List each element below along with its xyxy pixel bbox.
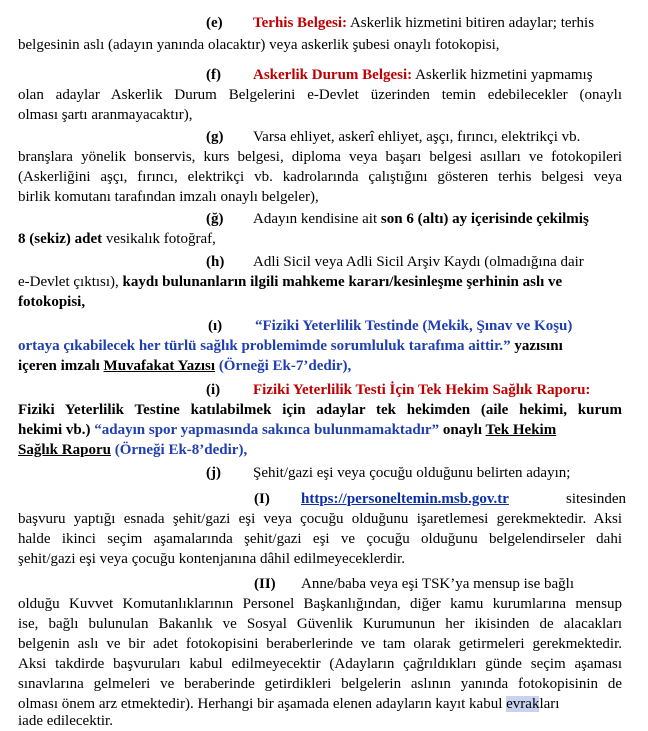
item-i-dotless-letter: (ı)	[208, 318, 223, 334]
sub-I-num: (I)	[254, 491, 270, 507]
item-f-line-3: olması şartı aranmayacaktır),	[18, 107, 193, 123]
item-g-letter: (g)	[206, 129, 224, 145]
saglik-raporu: Sağlık Raporu	[18, 442, 111, 458]
sub-I-line-2: başvuru yaptığı esnada şehit/gazi eşi veya çocuğu olduğunu işaretlemesi gerekmektedir. Aksi	[18, 511, 622, 527]
item-g-line-2: branşlara yönelik bonservis, kurs belgesi, diploma veya başarı belgesi asılları ve fotokopileri	[18, 149, 622, 165]
item-f-line-2: olan adaylar Askerlik Durum Belgelerini e-Devlet üzerinden temin edebilecekler (onaylı	[18, 87, 622, 103]
sub-II-line-5: Aksi takdirde başvuruları kabul edilmeyecektir (Adayların çağrıldıkları günde seçim aşaması	[18, 656, 622, 672]
highlighted-word: evrak	[506, 696, 540, 712]
tek-hekim: Tek Hekim	[485, 422, 557, 438]
item-f-title: Askerlik Durum Belgesi:	[253, 67, 413, 83]
item-i-line-2: Fiziki Yeterlilik Testine katılabilmek için adaylar tek hekimden (aile hekimi, kurum	[18, 402, 622, 418]
sub-II-line-2: olduğu Kuvvet Komutanlıklarının Personel Başkanlığından, diğer kamu kurumlarına mensup	[18, 596, 622, 612]
sub-I-line-4: şehit/gazi eşi veya çocuğu kontenjanına dâhil edilmeyeceklerdir.	[18, 551, 405, 567]
item-e-line-2: belgesinin aslı (adayın yanında olacaktır) veya askerlik şubesi onaylı fotokopisi,	[18, 37, 500, 53]
item-gg-letter: (ğ)	[206, 211, 224, 227]
muvafakat-yazisi: Muvafakat Yazısı	[103, 358, 216, 374]
item-h-letter: (h)	[206, 254, 225, 270]
item-gg-line-2: 8 (sekiz) adet vesikalık fotoğraf,	[18, 231, 216, 247]
item-g-line-4: birlik komutanı tarafından imzalı onaylı belgeler),	[18, 189, 319, 205]
item-i-line-4: Sağlık Raporu (Örneği Ek-8’dedir),	[18, 442, 248, 458]
item-h-line-2: e-Devlet çıktısı), kaydı bulunanların ilgili mahkeme kararı/kesinleşme şerhinin aslı ve	[18, 274, 563, 290]
item-i-title: Fiziki Yeterlilik Testi İçin Tek Hekim Sağlık Raporu:	[253, 382, 591, 398]
item-e-letter: (e)	[206, 15, 223, 31]
sub-I-line-3: halde ikinci seçim aşamalarında şehit/gazi eşi ve çocuğu olduğunu belgelendirseler dahi	[18, 531, 622, 547]
sub-II-line-8: iade edilecektir.	[18, 713, 113, 729]
item-i-dotless-line-2: ortaya çıkabilecek her türlü sağlık problemimde sorumluluk tarafıma aittir.” yazısını	[18, 338, 563, 354]
sub-II-line-3: ise, bağlı bulunulan Bakanlık ve Sosyal Güvenlik Kurumunun her ikisinden de alacakları	[18, 616, 622, 632]
personeltemin-link[interactable]: https://personeltemin.msb.gov.tr	[301, 491, 509, 507]
sub-II-line-4: belgenin aslı ve bir adet fotokopisini beraberlerinde ve tam olarak getirmeleri gerekmektedir.	[18, 636, 622, 652]
sub-II-line-6: sınavlarına gelmeleri ve beraberinde getirdikleri belgelerin aslının yanında fotokopisinin de	[18, 676, 622, 692]
item-f-letter: (f)	[206, 67, 221, 83]
item-j-letter: (j)	[206, 465, 221, 481]
sub-II-num: (II)	[254, 576, 276, 592]
document-page: (e) Terhis Belgesi: Askerlik hizmetini bitiren adaylar; terhis belgesinin aslı (adayın yanında olacaktır) veya askerlik şubesi onaylı fotokopisi, (f) Askerlik Durum Belgesi: Askerlik hizmetini yapmamış olan adaylar Askerlik Durum Belgelerini e-Devlet üzerinden temin edebilecekler (onaylı olması şartı aranmayacaktır), (g) Varsa ehliyet, askerî ehliyet, aşçı, fırıncı, elektrikçi vb. branşlara yönelik bonservis, kurs belgesi, diploma veya başarı belgesi asılları ve fotokopileri (Askerliğini aşçı, fırıncı, elektrikçi vb. kadrolarında çalıştığını gösteren terhis belgesi veya birlik komutanı tarafından imzalı onaylı belgeler), (ğ) Adayın kendisine ait son 6 (altı) ay içerisinde çekilmiş 8 (sekiz) adet vesikalık fotoğraf, (h) Adli Sicil veya Adli Sicil Arşiv Kaydı (olmadığına dair e-Devlet çıktısı), kaydı bulunanların ilgili mahkeme kararı/kesinleşme şerhinin aslı ve fotokopisi, (ı) “Fiziki Yeterlilik Testinde (Mekik, Şınav ve Koşu) ortaya çıkabilecek her türlü sağlık problemimde sorumluluk tarafıma aittir.” yazısını içeren imzalı Muvafakat Yazısı (Örneği Ek-7’dedir), (i) Fiziki Yeterlilik Testi İçin Tek Hekim Sağlık Raporu: Fiziki Yeterlilik Testine katılabilmek için adaylar tek hekimden (aile hekimi, kurum hekimi vb.) “adayın spor yapmasında sakınca bulunmamaktadır” onaylı Tek Hekim Sağlık Raporu (Örneği Ek-8’dedir), (j) Şehit/gazi eşi veya çocuğu olduğunu belirten adayın; (I) https://personeltemin.msb.gov.tr sitesinden başvuru yaptığı esnada şehit/gazi eşi veya çocuğu olduğunu işaretlemesi gerekmektedir. Aksi halde ikinci seçim aşamalarında şehit/gazi eşi ve çocuğu olduğunu belgelendirseler dahi şehit/gazi eşi veya çocuğu kontenjanına dâhil edilmeyeceklerdir. (II) Anne/baba veya eşi TSK’ya mensup ise bağlı olduğu Kuvvet Komutanlıklarının Personel Başkanlığından, diğer kamu kurumlarına mensup ise, bağlı bulunulan Bakanlık ve Sosyal Güvenlik Kurumunun her ikisinden de alacakları belgenin aslı ve bir adet fotokopisini beraberlerinde ve tam olarak getirmeleri gerekmektedir. Aksi takdirde başvuruları kabul edilmeyecektir (Adayların çağrıldıkları günde seçim aşaması sınavlarına gelmeleri ve beraberinde getirdikleri belgelerin aslının yanında fotokopisinin de olması önem arz etmektedir). Herhangi bir aşamada elenen adayların kayıt kabul evrakları iade edilecektir.	[18, 15, 626, 729]
item-i-dotless-line-3: içeren imzalı Muvafakat Yazısı (Örneği Ek-7’dedir),	[18, 358, 352, 374]
sub-II-line-7: olması önem arz etmektedir). Herhangi bir aşamada elenen adayların kayıt kabul evrakları	[18, 696, 560, 712]
item-e-title: Terhis Belgesi:	[253, 15, 348, 31]
item-h-line-3: fotokopisi,	[18, 294, 86, 310]
item-i-line-3: hekimi vb.) “adayın spor yapmasında sakınca bulunmamaktadır” onaylı Tek Hekim	[18, 422, 557, 438]
item-g-line-3: (Askerliğini aşçı, fırıncı, elektrikçi vb. kadrolarında çalıştığını gösteren terhis belgesi veya	[18, 169, 622, 185]
item-i-letter: (i)	[206, 382, 221, 398]
